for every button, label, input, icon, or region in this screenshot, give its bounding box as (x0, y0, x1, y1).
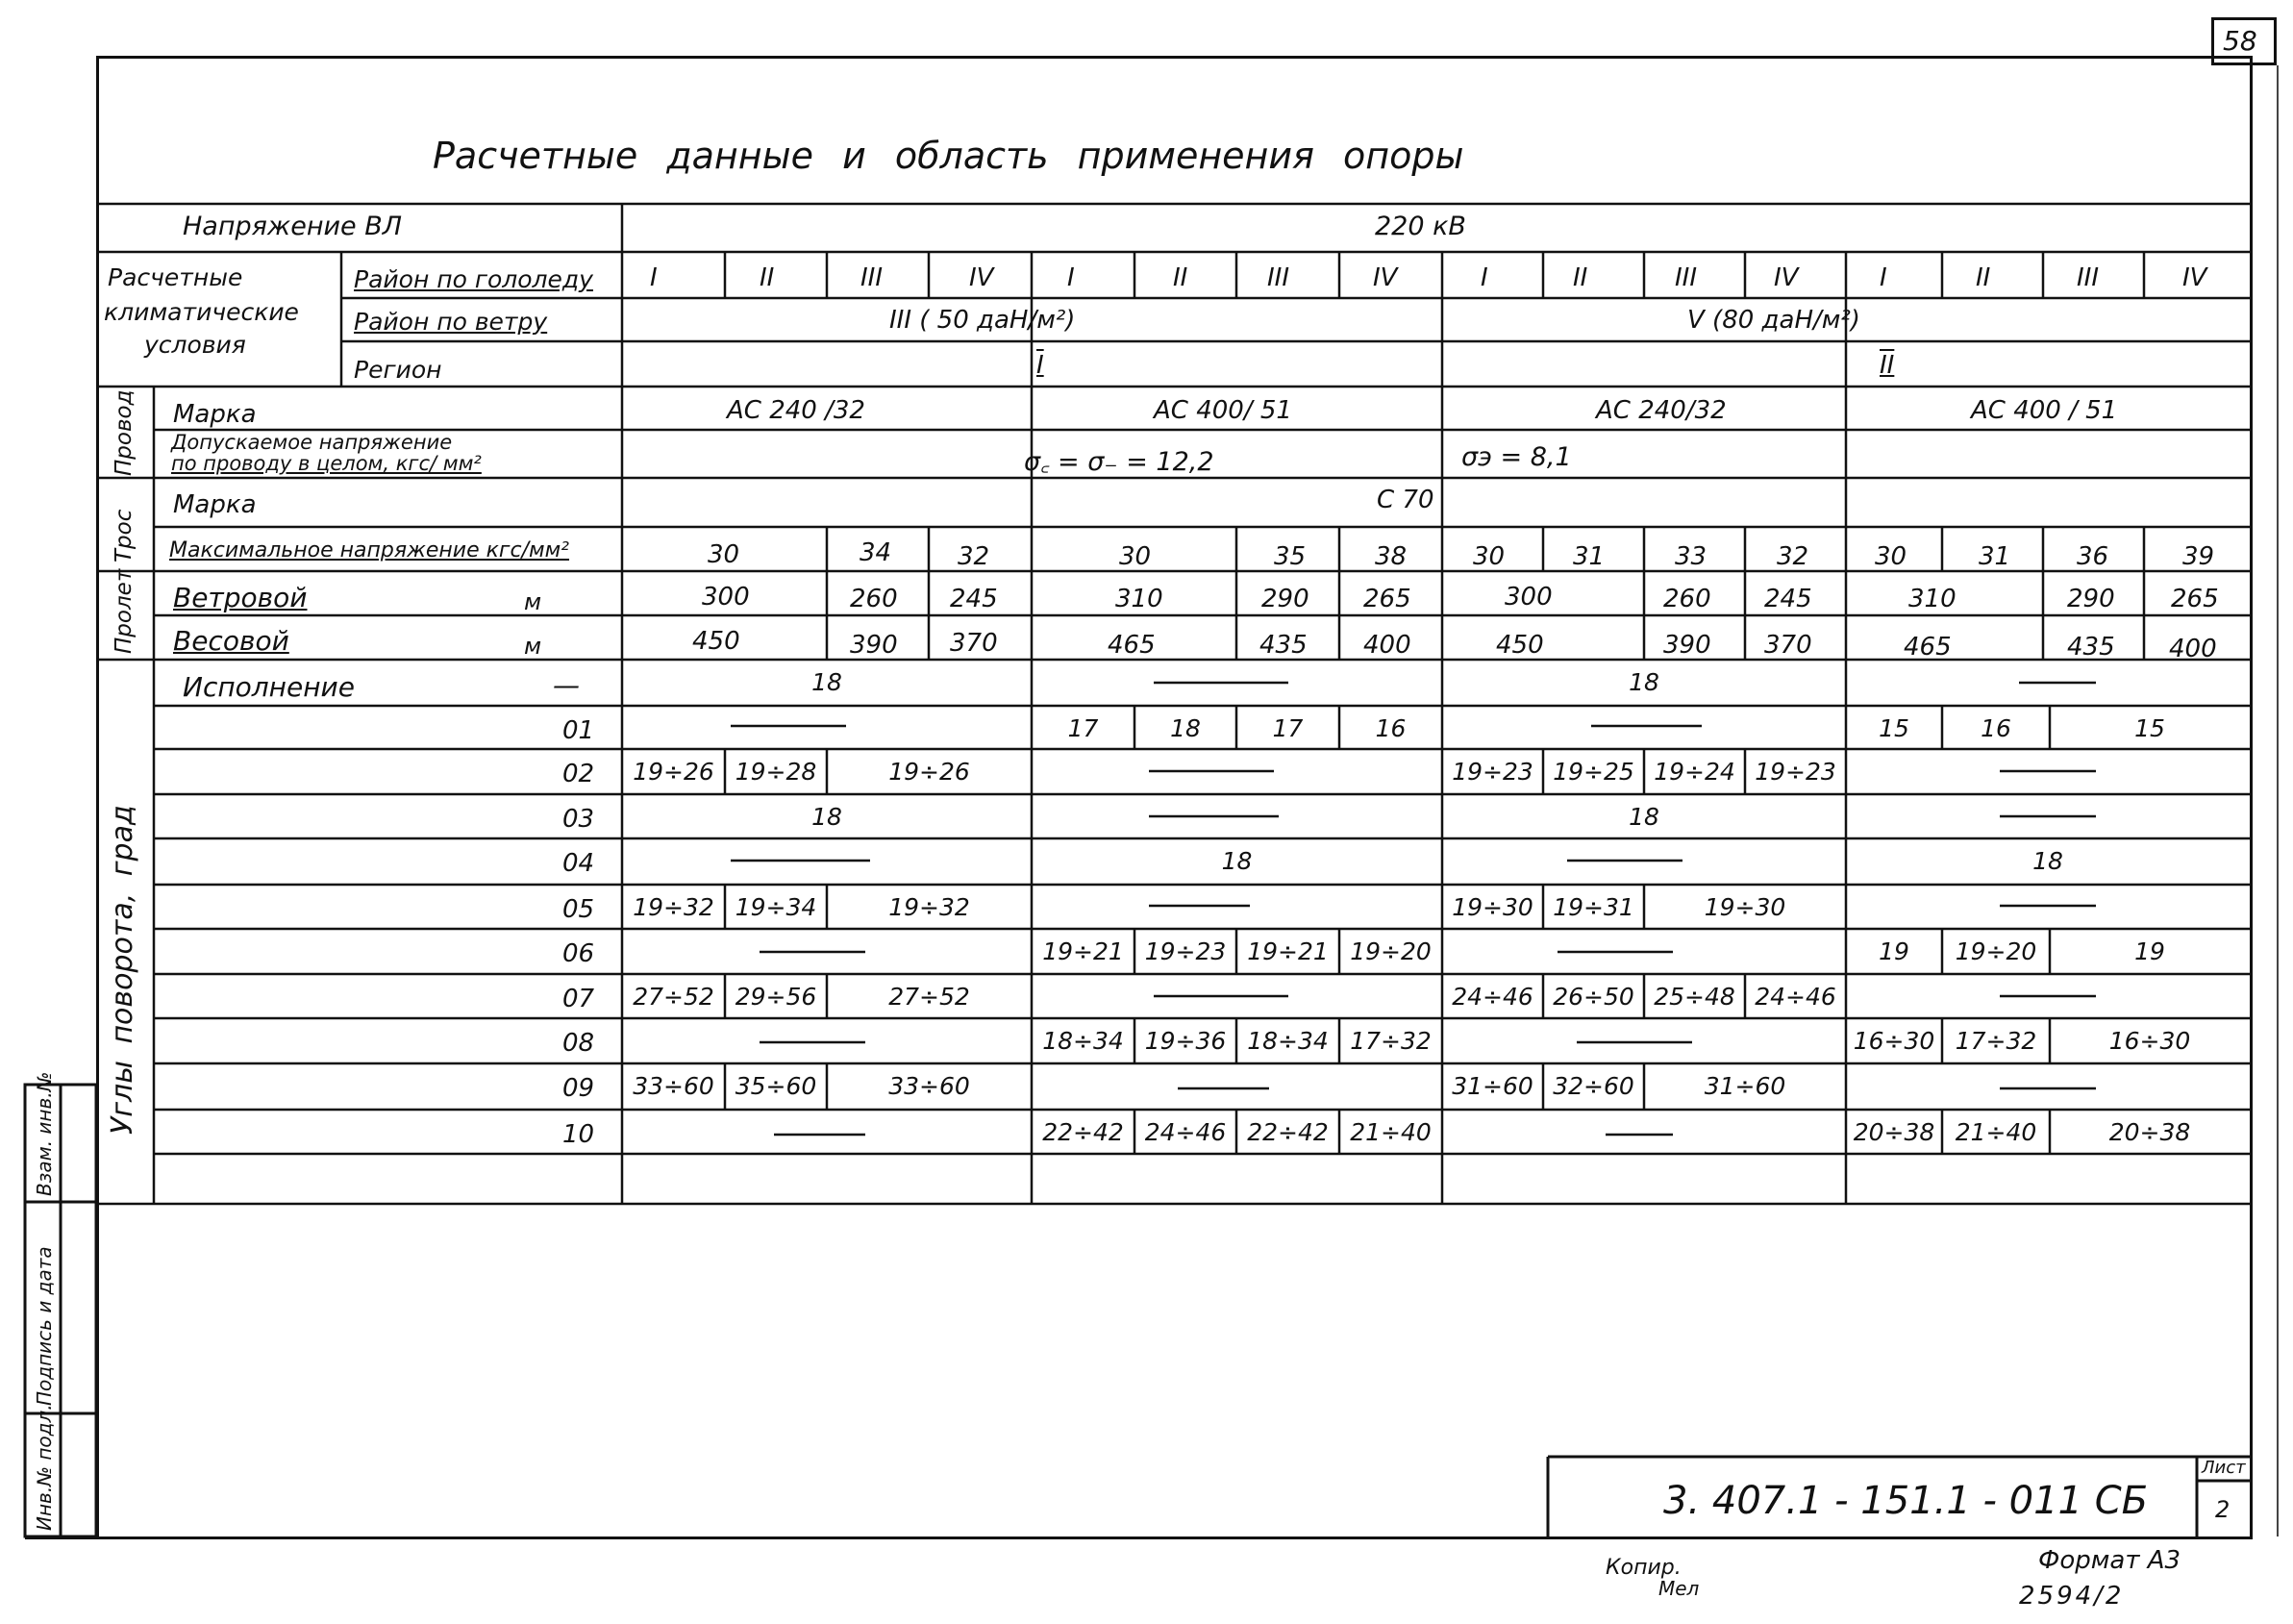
angle-value: 21÷40 (1350, 1118, 1432, 1146)
cable-max-stress: 30 (1119, 542, 1152, 571)
wind-district-2: V (80 даН/м²) (1687, 306, 1860, 335)
span-weight-value: 400 (1363, 631, 1411, 660)
angle-value: 17÷32 (1350, 1027, 1432, 1055)
angle-value: 26÷50 (1553, 983, 1634, 1011)
angle-value: 16÷30 (2108, 1027, 2191, 1055)
wire-brand: АС 400/ 51 (1154, 396, 1292, 425)
span-wind-value: 260 (1663, 585, 1711, 613)
angle-row-code: 07 (562, 985, 595, 1013)
span-group-label: Пролет (112, 568, 137, 654)
angle-value: 31÷60 (1452, 1072, 1533, 1100)
angle-value: 19÷20 (1955, 937, 2037, 965)
angle-row-code: 03 (562, 805, 595, 834)
cable-max-stress: 35 (1274, 542, 1307, 571)
angle-row-code: 06 (562, 939, 595, 968)
cable-max-stress: 36 (2077, 542, 2109, 571)
cable-max-stress: 39 (2182, 542, 2215, 571)
angle-value: 19÷28 (735, 758, 817, 786)
copied-signature: Мел (1658, 1577, 1700, 1600)
span-weight-value: 390 (1663, 631, 1711, 660)
angle-value: 18÷34 (1247, 1027, 1329, 1055)
angle-row-code: 01 (562, 716, 595, 745)
sheet-number: 58 (2223, 25, 2257, 57)
wire-brand-label: Марка (173, 400, 257, 429)
climatic-label-3: условия (144, 331, 246, 359)
angle-value: 16÷30 (1853, 1027, 1935, 1055)
span-weight-value: 450 (692, 627, 740, 656)
span-wind-value: 260 (850, 585, 898, 613)
angle-value: 18 (811, 803, 842, 831)
angle-value: 35÷60 (735, 1072, 817, 1100)
span-wind-unit: м (524, 588, 542, 615)
angle-value: 19 (1879, 937, 1909, 965)
angle-value: 18 (1170, 714, 1201, 742)
region-label: Регион (354, 356, 442, 384)
angle-value: 19÷32 (633, 893, 714, 921)
angle-value: 19÷23 (1755, 758, 1836, 786)
angle-value: 19÷25 (1553, 758, 1634, 786)
angle-value: 20÷38 (1853, 1118, 1935, 1146)
variant-label: Исполнение (183, 671, 355, 703)
angle-value: 15 (2134, 714, 2165, 742)
angle-value: 19÷32 (888, 893, 970, 921)
span-weight-value: 370 (1764, 631, 1812, 660)
climatic-label-1: Расчетные (108, 263, 243, 291)
angle-value: 24÷46 (1144, 1118, 1227, 1146)
angle-value: 33÷60 (633, 1072, 714, 1100)
span-wind-value: 310 (1908, 585, 1957, 613)
cable-max-stress: 38 (1375, 542, 1408, 571)
stamp-label: Подпись и дата (33, 1246, 56, 1406)
ice-district: III (1675, 263, 1698, 292)
climatic-label-2: климатические (104, 298, 299, 326)
angle-value: 27÷52 (633, 983, 714, 1011)
angle-value: 19÷26 (633, 758, 714, 786)
angle-value: 19÷20 (1350, 937, 1432, 965)
wire-group-label: Провод (112, 389, 137, 476)
angle-value: 19÷23 (1144, 937, 1227, 965)
stamp-label: Инв.№ подл. (33, 1404, 56, 1531)
angle-value: 24÷46 (1755, 983, 1836, 1011)
cable-max-stress: 30 (1473, 542, 1506, 571)
angle-row-code: 08 (562, 1029, 595, 1058)
ice-district: IV (2182, 263, 2207, 292)
angle-value: 29÷56 (735, 983, 817, 1011)
wind-district-1: III ( 50 даН/м²) (889, 306, 1076, 335)
ice-district: I (650, 263, 658, 292)
angle-row-code: 10 (562, 1120, 595, 1149)
span-wind-value: 290 (2067, 585, 2115, 613)
angle-value: 21÷40 (1955, 1118, 2037, 1146)
region-1: I (1036, 351, 1044, 380)
angle-value: 20÷38 (2108, 1118, 2191, 1146)
cable-max-stress: 32 (1777, 542, 1809, 571)
span-wind-value: 300 (702, 583, 750, 612)
span-weight-label: Весовой (173, 625, 289, 657)
angle-value: 19÷21 (1247, 937, 1329, 965)
wire-stress-2: σэ = 8,1 (1461, 442, 1572, 472)
span-weight-value: 400 (2169, 635, 2217, 663)
angle-value: 19÷26 (888, 758, 970, 786)
ice-district: IV (1373, 263, 1398, 292)
ice-district: II (760, 263, 775, 292)
wire-brand: АС 240/32 (1596, 396, 1727, 425)
ice-district: III (860, 263, 884, 292)
angle-value: 19÷30 (1452, 893, 1533, 921)
angle-value: 19÷24 (1654, 758, 1735, 786)
voltage-label: Напряжение ВЛ (183, 212, 403, 241)
angle-value: 27÷52 (888, 983, 970, 1011)
document-code: 3. 407.1 - 151.1 - 011 СБ (1663, 1479, 2149, 1523)
span-wind-value: 310 (1115, 585, 1163, 613)
cable-max-stress: 34 (860, 538, 892, 567)
span-wind-value: 300 (1505, 583, 1553, 612)
span-wind-value: 265 (1363, 585, 1411, 613)
angle-value: 16 (1981, 714, 2011, 742)
wire-stress-label-2: по проводу в целом, кгс/ мм² (171, 452, 482, 475)
span-weight-value: 435 (2067, 633, 2115, 662)
angle-value: 18 (811, 668, 842, 696)
span-wind-label: Ветровой (173, 582, 308, 613)
angle-row-code: 09 (562, 1074, 595, 1103)
cable-max-stress: 30 (708, 540, 740, 569)
angle-value: 17 (1272, 714, 1304, 742)
ice-district: IV (1774, 263, 1799, 292)
cable-max-stress: 30 (1875, 542, 1907, 571)
angle-value: 18 (2032, 847, 2063, 875)
angle-row-code: 04 (562, 849, 595, 878)
archive-number: 2594/2 (2019, 1582, 2125, 1611)
angle-value: 31÷60 (1704, 1072, 1786, 1100)
angle-value: 17÷32 (1955, 1027, 2037, 1055)
cable-group-label: Трос (112, 509, 137, 562)
angle-value: 18 (1629, 668, 1659, 696)
angle-value: 33÷60 (888, 1072, 970, 1100)
ice-district: II (1976, 263, 1991, 292)
cable-max-stress: 31 (1573, 542, 1606, 571)
span-weight-unit: м (524, 633, 542, 660)
cable-brand-label: Марка (173, 490, 257, 519)
ice-district: III (1267, 263, 1290, 292)
angle-value: 22÷42 (1042, 1118, 1124, 1146)
format-label: Формат А3 (2038, 1546, 2181, 1575)
span-wind-value: 265 (2171, 585, 2219, 613)
span-weight-value: 450 (1496, 631, 1544, 660)
span-weight-value: 390 (850, 631, 898, 660)
wire-brand: АС 240 /32 (727, 396, 865, 425)
voltage-value: 220 кВ (1375, 212, 1466, 241)
ice-district: I (1880, 263, 1887, 292)
cable-max-stress: 33 (1675, 542, 1707, 571)
angles-group-label: Углы поворота, град (106, 805, 139, 1135)
sheet-value: 2 (2215, 1496, 2231, 1523)
angle-value: 32÷60 (1553, 1072, 1634, 1100)
wind-label: Район по ветру (354, 308, 548, 336)
span-weight-value: 370 (950, 629, 998, 658)
angle-value: 16 (1375, 714, 1407, 742)
wire-stress-label-1: Допускаемое напряжение (171, 431, 453, 454)
page-title: Расчетные данные и область применения опоры (433, 135, 1464, 177)
angle-value: 24÷46 (1452, 983, 1533, 1011)
angle-row-code: 05 (562, 895, 595, 924)
stamp-label: Взам. инв.№ (33, 1071, 56, 1196)
angle-value: 15 (1879, 714, 1909, 742)
sheet-label: Лист (2202, 1458, 2246, 1478)
angle-value: 22÷42 (1247, 1118, 1329, 1146)
cable-max-stress: 31 (1979, 542, 2011, 571)
angle-value: 19 (2134, 937, 2165, 965)
ice-label: Район по гололеду (354, 265, 593, 293)
span-wind-value: 290 (1261, 585, 1309, 613)
ice-district: IV (969, 263, 994, 292)
cable-max-stress: 32 (958, 542, 990, 571)
cable-max-stress-label: Максимальное напряжение кгс/мм² (169, 538, 570, 562)
region-2: II (1880, 351, 1895, 380)
angle-value: 19÷31 (1553, 893, 1634, 921)
wire-brand: АС 400 / 51 (1971, 396, 2118, 425)
cable-brand: С 70 (1377, 486, 1434, 514)
variant-dash: — (553, 669, 580, 701)
angle-value: 19÷30 (1704, 893, 1786, 921)
span-wind-value: 245 (1764, 585, 1812, 613)
ice-district: II (1173, 263, 1188, 292)
angle-value: 19÷21 (1042, 937, 1124, 965)
angle-value: 19÷23 (1452, 758, 1533, 786)
angle-value: 25÷48 (1654, 983, 1735, 1011)
angle-value: 18 (1629, 803, 1659, 831)
ice-district: III (2077, 263, 2100, 292)
angle-value: 18 (1221, 847, 1253, 875)
angle-row-code: 02 (562, 760, 595, 788)
span-weight-value: 435 (1259, 631, 1308, 660)
angle-value: 19÷36 (1144, 1027, 1227, 1055)
ice-district: II (1573, 263, 1588, 292)
angle-value: 19÷34 (735, 893, 817, 921)
angle-value: 17 (1067, 714, 1099, 742)
copied-label: Копир. (1606, 1556, 1682, 1580)
wire-stress-1: σ꜀ = σ₋ = 12,2 (1024, 447, 1214, 477)
angle-value: 18÷34 (1042, 1027, 1124, 1055)
ice-district: I (1067, 263, 1075, 292)
ice-district: I (1481, 263, 1488, 292)
span-weight-value: 465 (1904, 633, 1952, 662)
span-wind-value: 245 (950, 585, 998, 613)
span-weight-value: 465 (1108, 631, 1156, 660)
